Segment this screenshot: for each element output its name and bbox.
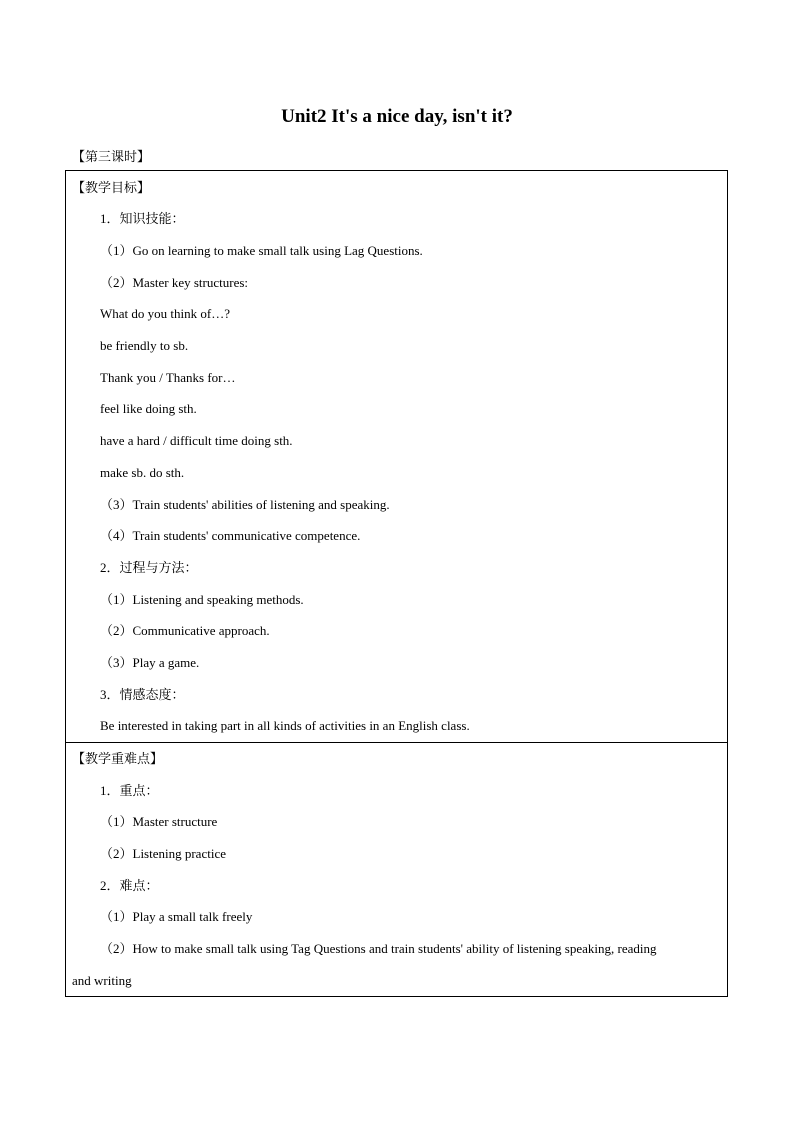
knowledge-skills-heading: 1．知识技能：	[100, 211, 185, 226]
difficult-point-item: （2）How to make small talk using Tag Questions and train students' ability of listening speaking, reading	[100, 941, 657, 956]
structure-item: What do you think of…?	[100, 306, 230, 321]
structure-item: feel like doing sth.	[100, 401, 197, 416]
key-points-heading: 1．重点：	[100, 783, 159, 798]
structure-item: be friendly to sb.	[100, 338, 189, 353]
lesson-label: 【第三课时】	[72, 149, 151, 164]
objectives-cell	[66, 171, 727, 743]
document-title: Unit2 It's a nice day, isn't it?	[281, 106, 513, 127]
method-item: （2）Communicative approach.	[100, 623, 270, 638]
objectives-heading: 【教学目标】	[72, 180, 151, 195]
attitude-heading: 3．情感态度：	[100, 687, 185, 702]
objective-item: （4）Train students' communicative competence.	[100, 528, 361, 543]
keypoints-heading: 【教学重难点】	[72, 751, 164, 766]
keypoints-cell	[66, 743, 727, 996]
process-method-heading: 2．过程与方法：	[100, 560, 198, 575]
difficult-points-heading: 2．难点：	[100, 878, 159, 893]
objective-item: （2）Master key structures:	[100, 275, 249, 290]
key-point-item: （2）Listening practice	[100, 846, 226, 861]
structure-item: have a hard / difficult time doing sth.	[100, 433, 293, 448]
difficult-point-item-continued: and writing	[72, 973, 132, 988]
structure-item: make sb. do sth.	[100, 465, 185, 480]
difficult-point-item: （1）Play a small talk freely	[100, 909, 253, 924]
objective-item: （3）Train students' abilities of listening and speaking.	[100, 497, 390, 512]
key-point-item: （1）Master structure	[100, 814, 218, 829]
lesson-plan-table	[65, 170, 728, 997]
method-item: （3）Play a game.	[100, 655, 200, 670]
attitude-text: Be interested in taking part in all kinds of activities in an English class.	[100, 718, 470, 733]
method-item: （1）Listening and speaking methods.	[100, 592, 304, 607]
structure-item: Thank you / Thanks for…	[100, 370, 236, 385]
objective-item: （1）Go on learning to make small talk using Lag Questions.	[100, 243, 423, 258]
